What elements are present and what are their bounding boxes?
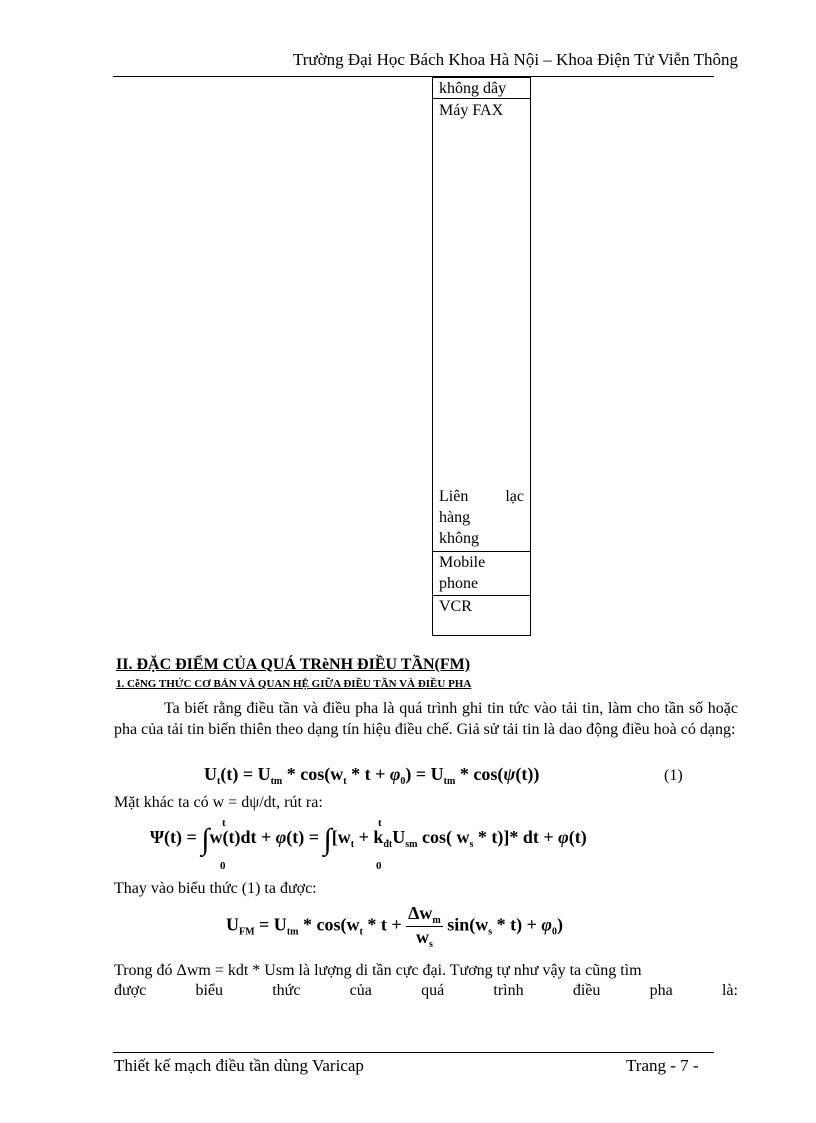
cell-word: Liên [439, 488, 469, 505]
word: của [349, 982, 372, 999]
table-cell-lienlac [433, 486, 530, 552]
paragraph: Ta biết rằng điều tần và điều pha là quá trình ghi tin tức vào tải tin, làm cho tần số hoặc pha của tải tin biến thiên theo dạng tín hiệu điều chế. Giả sử tải tin là dao động điều hoà có dạng: [114, 700, 738, 738]
integral-upper-limit: t [222, 817, 226, 829]
page-number: Trang - 7 - [626, 1056, 699, 1075]
paragraph: Thay vào biểu thức (1) ta được: [114, 880, 317, 897]
footer-left: Thiết kế mạch điều tần dùng Varicap [114, 1056, 364, 1075]
integral-lower-limit: 0 [376, 860, 382, 872]
integral-lower-limit: 0 [220, 860, 226, 872]
header-rule [113, 76, 714, 77]
word: biểu [195, 982, 223, 999]
table-cell: VCR [439, 598, 472, 615]
subsection-heading: 1. CễNG THỨC CƠ BẢN VÀ QUAN HỆ GIỮA ĐIỀU TẦN VÀ ĐIỀU PHA [116, 678, 472, 690]
footer-rule [113, 1052, 714, 1053]
integral-upper-limit: t [378, 817, 382, 829]
table-cell: Máy FAX [439, 102, 504, 119]
section-heading: II. ĐẶC ĐIỂM CỦA QUÁ TRèNH ĐIỀU TẦN(FM) [116, 656, 471, 673]
word: thức [272, 982, 301, 999]
word: quá [421, 982, 445, 999]
cell-line [439, 486, 524, 507]
word: pha [649, 982, 673, 999]
cell-rest: hàng không [439, 509, 479, 547]
word: điều [572, 982, 601, 999]
word: là: [721, 982, 738, 999]
cell-word: lạc [505, 488, 524, 505]
fraction: $\frac{\Delta w_m}{w_s}$ [408, 903, 441, 950]
word: được [114, 982, 147, 999]
word: trình [493, 982, 524, 999]
equation-number: (1) [664, 767, 683, 784]
table-cell: không dây [433, 78, 530, 99]
equation-2: $\Psi(t) = \int w(t)dt + \varphi(t) = \int[w_t + k_{đt}U_{sm}$ cos( $w_s * t)]*$ dt + φ(t) [150, 823, 587, 856]
equation-3: $U_{FM} = U_{tm} * \cos(w_t * t$ + $\frac{\Delta w_m}{w_s}$ $\sin(w_s * t) + \varphi_0$) [226, 903, 563, 950]
equation-1: $U_t(t) = U_{tm} * \cos(w_t * t + \varphi_0) = U_{tm} * \cos(\psi(t))$ [204, 764, 540, 787]
table-column [432, 77, 531, 636]
paragraph: Mặt khác ta có w = dψ/dt, rút ra: [114, 794, 323, 811]
spread-line [114, 982, 738, 1000]
paragraph: Trong đó Δwm = kdt * Usm là lượng di tần cực đại. Tương tự như vậy ta cũng tìm [114, 962, 642, 979]
table-cell: Mobile phone [433, 552, 530, 596]
page-header: Trường Đại Học Bách Khoa Hà Nội – Khoa Điện Tử Viễn Thông [292, 50, 738, 69]
